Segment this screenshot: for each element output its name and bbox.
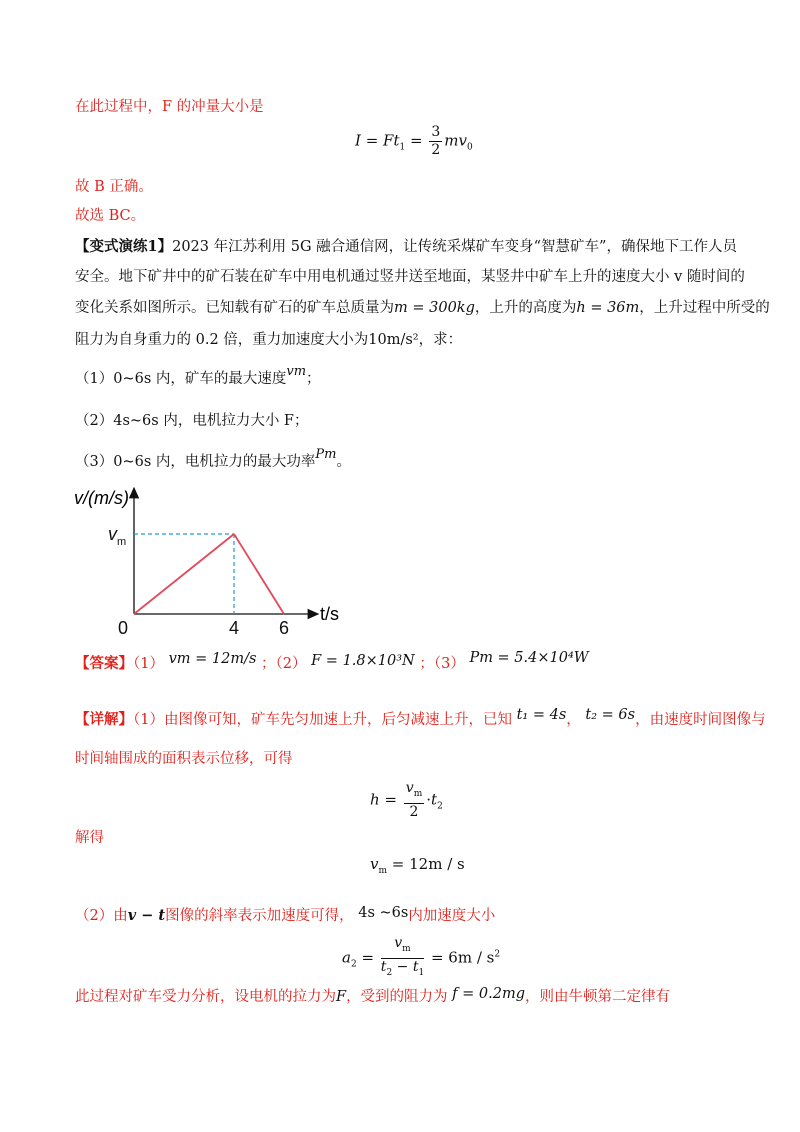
mass-value: m = 300kg xyxy=(394,300,475,316)
x-tick-label-0: 0 xyxy=(118,618,129,638)
impulse-text: 在此过程中，F 的冲量大小是 xyxy=(75,99,264,115)
b-correct: 故 B 正确。 xyxy=(75,179,153,195)
x-tick-label-6: 6 xyxy=(279,618,290,638)
detail-line-2: 时间轴围成的面积表示位移，可得 xyxy=(75,751,293,767)
x-axis-label: t/s xyxy=(320,604,340,624)
force-symbol: F xyxy=(336,989,347,1005)
impulse-equation: $I = Ft_1$ = $\frac{3}{2}$ $mv_0$ xyxy=(355,124,473,158)
problem-line-2: 安全。地下矿井中的矿石装在矿车中用电机通过竖井送至地面，某竖井中矿车上升的速度大小 v 随时间的 xyxy=(75,269,745,285)
detail-label: 【详解】 xyxy=(75,711,133,728)
vt-symbol: v − t xyxy=(127,907,166,924)
t1-value: t₁ = 4s xyxy=(516,707,567,723)
answer-line: 【答案】（1） vm = 12m/s ；（2） F = 1.8×10³N ；（3） Pm = 5.4×10⁴W xyxy=(75,650,589,672)
height-value: h = 36m xyxy=(576,300,640,316)
question-2: （2）4s~6s 内，电机拉力大小 F； xyxy=(75,413,309,429)
friction-eq: f = 0.2mg xyxy=(452,986,525,1002)
answer-3-value: Pm = 5.4×10⁴W xyxy=(469,650,589,666)
detail-line-1: 【详解】（1）由图像可知，矿车先匀加速上升，后匀减速上升，已知 t₁ = 4s， t₂ = 6s，由速度时间图像与 xyxy=(75,707,766,728)
problem-line-4: 阻力为自身重力的 0.2 倍，重力加速度大小为10m/s²，求： xyxy=(75,332,463,348)
series-segment-1 xyxy=(134,534,234,614)
problem-line-3: 变化关系如图所示。已知载有矿石的矿车总质量为m = 300kg，上升的高度为h = 36m，上升过程中所受的 xyxy=(75,300,770,316)
x-tick-label-4: 4 xyxy=(229,618,240,638)
equation-a2: $a_2$ = $\frac{v_m}{t_2 - t_1}$ = $6m / s^2$ xyxy=(342,935,501,978)
answer-2-value: F = 1.8×10³N xyxy=(311,653,415,669)
t2-value: t₂ = 6s xyxy=(585,707,636,723)
problem-line-1: 【变式演练1】2023 年江苏利用 5G 融合通信网，让传统采煤矿车变身“智慧矿车”，确保地下工作人员 xyxy=(75,238,737,255)
answer-label: 【答案】 xyxy=(75,655,133,672)
pm-symbol: Pm xyxy=(315,447,337,462)
vt-chart xyxy=(70,480,370,640)
series-segment-2 xyxy=(234,534,284,614)
answer-1-value: vm = 12m/s xyxy=(168,651,257,667)
equation-h: h = $\frac{v_m}{2}$ $\cdot t_2$ xyxy=(370,780,443,820)
problem-label: 【变式演练1】 xyxy=(75,238,173,255)
question-3: （3）0~6s 内，电机拉力的最大功率Pm。 xyxy=(75,447,351,470)
gravity-value: 10m/s² xyxy=(368,332,419,348)
y-tick-label-vm: $v_m$ xyxy=(108,524,127,548)
solve-text: 解得 xyxy=(75,830,104,846)
equation-vm: $v_m = 12m / s$ xyxy=(370,855,465,876)
vm-symbol: vm xyxy=(286,364,307,379)
detail-line-3: （2）由v − t图像的斜率表示加速度可得， 4s ~6s内加速度大小 xyxy=(75,905,496,924)
choose-answer: 故选 BC。 xyxy=(75,208,146,224)
time-range: 4s ~6s xyxy=(358,905,409,921)
detail-line-4: 此过程对矿车受力分析，设电机的拉力为F，受到的阻力为 f = 0.2mg，则由牛顿第二定律有 xyxy=(75,986,670,1005)
y-axis-label: v/(m/s) xyxy=(74,488,129,508)
question-1: （1）0~6s 内，矿车的最大速度vm； xyxy=(75,364,321,387)
